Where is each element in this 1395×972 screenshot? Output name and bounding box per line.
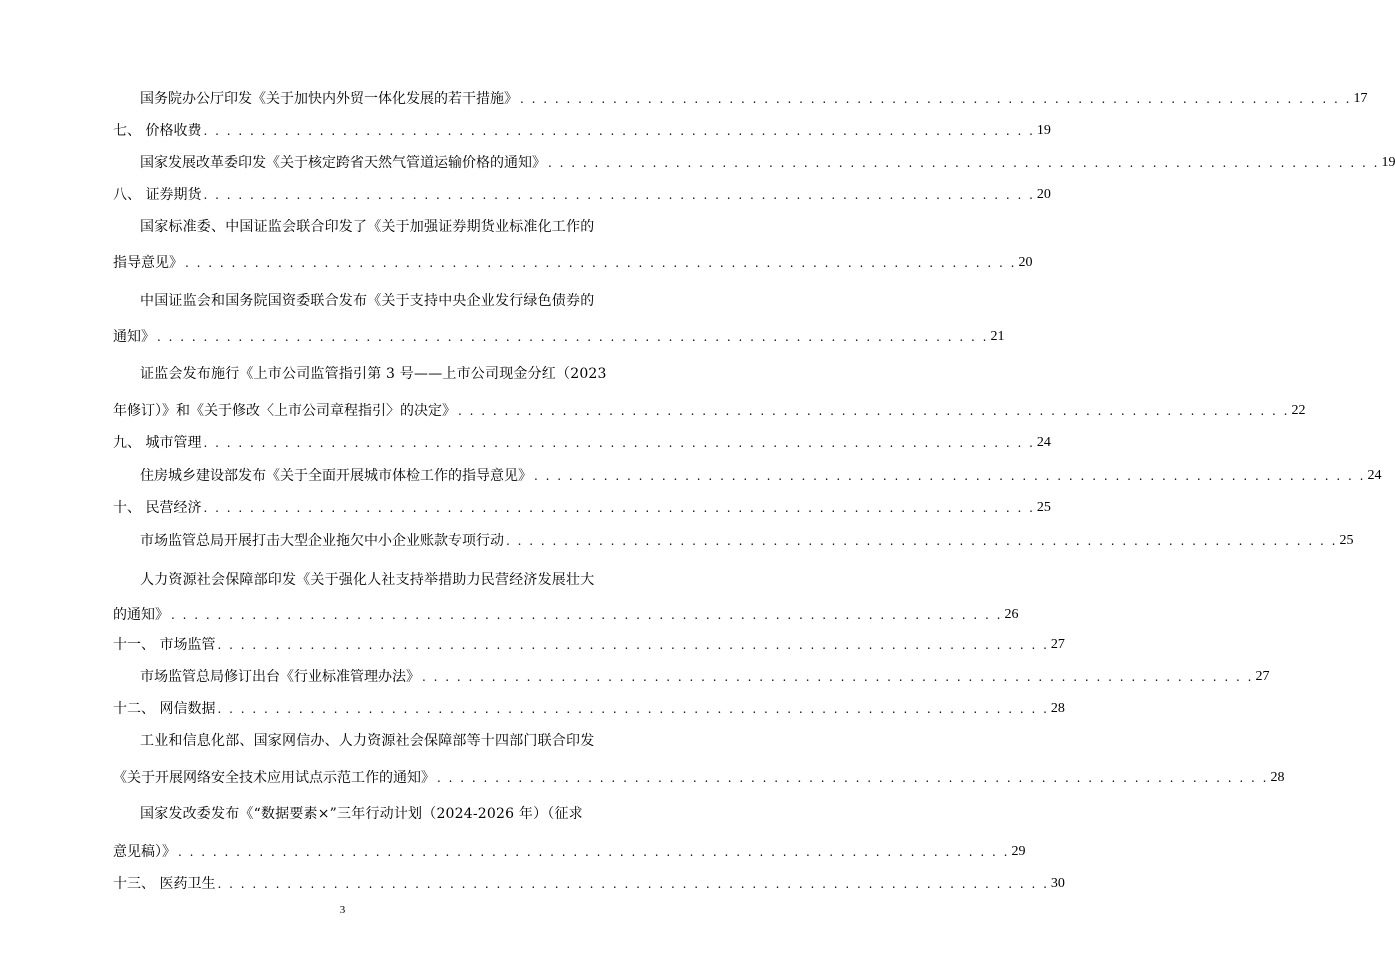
- toc-entry-text: 指导意见》: [113, 255, 183, 271]
- toc-page-number: 27: [1050, 637, 1065, 652]
- toc-page-number: 28: [1270, 770, 1285, 785]
- toc-entry[interactable]: [140, 463, 1382, 485]
- toc-page-number: 19: [1381, 155, 1395, 170]
- toc-entry[interactable]: [140, 150, 1395, 172]
- toc-entry-text: 住房城乡建设部发布《关于全面开展城市体检工作的指导意见》: [140, 468, 532, 484]
- toc-page-number: 22: [1291, 403, 1306, 418]
- toc-entry[interactable]: [113, 839, 1026, 861]
- toc-entry-text: 中国证监会和国务院国资委联合发布《关于支持中央企业发行绿色债券的: [140, 293, 595, 309]
- toc-entry[interactable]: [140, 801, 583, 823]
- toc-leader-dots: . . . . . . . . . . . . . . . . . . . . . . . . . . . . . . . . . . . . . . . . . . . . . . . . . . . . . . . . . . . . . . . . . . . . . . . .: [171, 608, 1003, 622]
- toc-leader-dots: . . . . . . . . . . . . . . . . . . . . . . . . . . . . . . . . . . . . . . . . . . . . . . . . . . . . . . . . . . . . . . . . . . . . . . . .: [203, 124, 1035, 138]
- toc-page-number: 28: [1050, 701, 1065, 716]
- toc-entry[interactable]: [113, 602, 1019, 624]
- toc-page-number: 30: [1050, 876, 1065, 891]
- toc-entry-text: 十三、 医药卫生: [113, 876, 216, 892]
- toc-leader-dots: . . . . . . . . . . . . . . . . . . . . . . . . . . . . . . . . . . . . . . . . . . . . . . . . . . . . . . . . . . . . . . . . . . . . . . . .: [178, 845, 1010, 859]
- toc-entry[interactable]: [140, 361, 607, 383]
- toc-page-number: 19: [1036, 123, 1051, 138]
- toc-entry[interactable]: [140, 288, 595, 310]
- toc-entry-text: 市场监管总局开展打击大型企业拖欠中小企业账款专项行动: [140, 533, 504, 549]
- toc-page-number: 21: [990, 329, 1005, 344]
- toc-entry-text: 市场监管总局修订出台《行业标准管理办法》: [140, 669, 420, 685]
- toc-page-number: 20: [1018, 255, 1033, 270]
- toc-entry-text: 国家标准委、中国证监会联合印发了《关于加强证券期货业标准化工作的: [140, 219, 595, 235]
- toc-entry-text: 通知》: [113, 329, 155, 345]
- toc-entry-text: 七、 价格收费: [113, 123, 202, 139]
- toc-page-number: 25: [1339, 533, 1354, 548]
- toc-section[interactable]: [113, 871, 1065, 893]
- toc-entry[interactable]: [140, 86, 1368, 108]
- toc-leader-dots: . . . . . . . . . . . . . . . . . . . . . . . . . . . . . . . . . . . . . . . . . . . . . . . . . . . . . . . . . . . . . . . . . . . . . . . .: [534, 469, 1366, 483]
- toc-entry-text: 证监会发布施行《上市公司监管指引第 3 号——上市公司现金分红（2023: [140, 366, 607, 382]
- toc-section[interactable]: [113, 696, 1065, 718]
- toc-entry-text: 人力资源社会保障部印发《关于强化人社支持举措助力民营经济发展壮大: [140, 572, 595, 588]
- toc-page-number: 24: [1367, 468, 1382, 483]
- toc-leader-dots: . . . . . . . . . . . . . . . . . . . . . . . . . . . . . . . . . . . . . . . . . . . . . . . . . . . . . . . . . . . . . . . . . . . . . . . .: [548, 156, 1380, 170]
- toc-page-number: 25: [1036, 500, 1051, 515]
- toc-leader-dots: . . . . . . . . . . . . . . . . . . . . . . . . . . . . . . . . . . . . . . . . . . . . . . . . . . . . . . . . . . . . . . . . . . . . . . . .: [506, 534, 1338, 548]
- toc-page-number: 26: [1004, 607, 1019, 622]
- toc-page-number: 29: [1011, 844, 1026, 859]
- toc-section[interactable]: [113, 632, 1065, 654]
- toc-entry-text: 国家发展改革委印发《关于核定跨省天然气管道运输价格的通知》: [140, 155, 546, 171]
- toc-entry[interactable]: [140, 567, 595, 589]
- toc-entry-text: 国家发改委发布《“数据要素×”三年行动计划（2024-2026 年）（征求: [140, 806, 583, 822]
- page-number: 3: [339, 904, 346, 916]
- toc-page-number: 17: [1353, 91, 1368, 106]
- toc-entry[interactable]: [140, 664, 1270, 686]
- toc-entry-text: 的通知》: [113, 607, 169, 623]
- toc-entry-text: 年修订）》和《关于修改〈上市公司章程指引〉的决定》: [113, 403, 456, 419]
- toc-leader-dots: . . . . . . . . . . . . . . . . . . . . . . . . . . . . . . . . . . . . . . . . . . . . . . . . . . . . . . . . . . . . . . . . . . . . . . . .: [422, 670, 1254, 684]
- toc-leader-dots: . . . . . . . . . . . . . . . . . . . . . . . . . . . . . . . . . . . . . . . . . . . . . . . . . . . . . . . . . . . . . . . . . . . . . . . .: [217, 877, 1049, 891]
- toc-entry[interactable]: [113, 398, 1306, 420]
- toc-leader-dots: . . . . . . . . . . . . . . . . . . . . . . . . . . . . . . . . . . . . . . . . . . . . . . . . . . . . . . . . . . . . . . . . . . . . . . . .: [437, 771, 1269, 785]
- toc-page-number: 20: [1036, 187, 1051, 202]
- toc-section[interactable]: [113, 182, 1051, 204]
- toc-section[interactable]: [113, 118, 1051, 140]
- toc-entry-text: 十、 民营经济: [113, 500, 202, 516]
- toc-page-number: 24: [1036, 435, 1051, 450]
- toc-entry[interactable]: [140, 728, 595, 750]
- toc-entry[interactable]: [113, 765, 1285, 787]
- toc-entry-text: 工业和信息化部、国家网信办、人力资源社会保障部等十四部门联合印发: [140, 733, 595, 749]
- toc-leader-dots: . . . . . . . . . . . . . . . . . . . . . . . . . . . . . . . . . . . . . . . . . . . . . . . . . . . . . . . . . . . . . . . . . . . . . . . .: [217, 702, 1049, 716]
- toc-page-number: 27: [1255, 669, 1270, 684]
- toc-entry-text: 十一、 市场监管: [113, 637, 216, 653]
- toc-leader-dots: . . . . . . . . . . . . . . . . . . . . . . . . . . . . . . . . . . . . . . . . . . . . . . . . . . . . . . . . . . . . . . . . . . . . . . . .: [203, 188, 1035, 202]
- toc-entry[interactable]: [113, 250, 1033, 272]
- toc-entry[interactable]: [113, 324, 1005, 346]
- toc-leader-dots: . . . . . . . . . . . . . . . . . . . . . . . . . . . . . . . . . . . . . . . . . . . . . . . . . . . . . . . . . . . . . . . . . . . . . . . .: [157, 330, 989, 344]
- toc-entry-text: 国务院办公厅印发《关于加快内外贸一体化发展的若干措施》: [140, 91, 518, 107]
- toc-leader-dots: . . . . . . . . . . . . . . . . . . . . . . . . . . . . . . . . . . . . . . . . . . . . . . . . . . . . . . . . . . . . . . . . . . . . . . . .: [203, 436, 1035, 450]
- toc-leader-dots: . . . . . . . . . . . . . . . . . . . . . . . . . . . . . . . . . . . . . . . . . . . . . . . . . . . . . . . . . . . . . . . . . . . . . . . .: [458, 404, 1290, 418]
- toc-leader-dots: . . . . . . . . . . . . . . . . . . . . . . . . . . . . . . . . . . . . . . . . . . . . . . . . . . . . . . . . . . . . . . . . . . . . . . . .: [217, 638, 1049, 652]
- toc-entry[interactable]: [140, 528, 1354, 550]
- toc-section[interactable]: [113, 430, 1051, 452]
- toc-entry-text: 《关于开展网络安全技术应用试点示范工作的通知》: [113, 770, 435, 786]
- toc-entry-text: 十二、 网信数据: [113, 701, 216, 717]
- toc-entry-text: 九、 城市管理: [113, 435, 202, 451]
- toc-section[interactable]: [113, 495, 1051, 517]
- toc-entry[interactable]: [140, 214, 595, 236]
- toc-leader-dots: . . . . . . . . . . . . . . . . . . . . . . . . . . . . . . . . . . . . . . . . . . . . . . . . . . . . . . . . . . . . . . . . . . . . . . . .: [203, 501, 1035, 515]
- toc-entry-text: 八、 证券期货: [113, 187, 202, 203]
- toc-leader-dots: . . . . . . . . . . . . . . . . . . . . . . . . . . . . . . . . . . . . . . . . . . . . . . . . . . . . . . . . . . . . . . . . . . . . . . . .: [520, 92, 1352, 106]
- toc-entry-text: 意见稿）》: [113, 844, 176, 860]
- toc-leader-dots: . . . . . . . . . . . . . . . . . . . . . . . . . . . . . . . . . . . . . . . . . . . . . . . . . . . . . . . . . . . . . . . . . . . . . . . .: [185, 256, 1017, 270]
